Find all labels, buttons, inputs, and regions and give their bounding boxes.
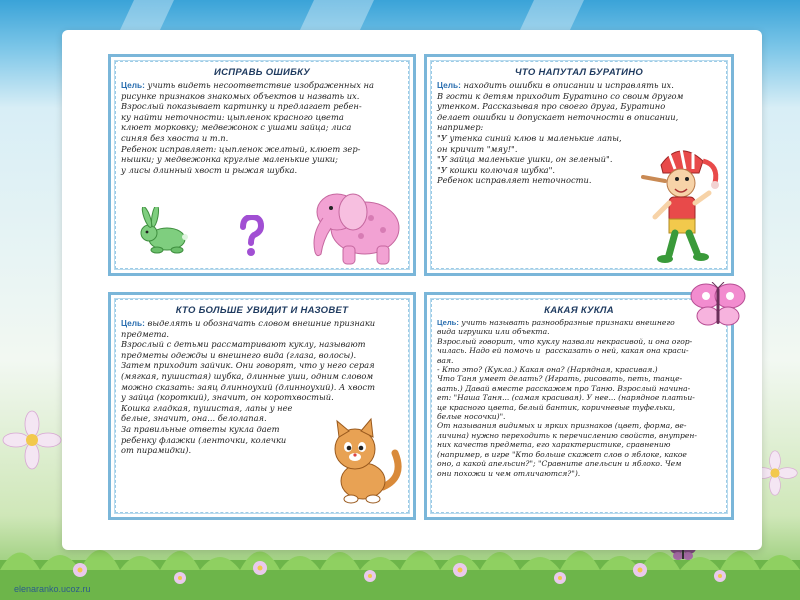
goal-text: учить называть разнообразные признаки внешнего bbox=[458, 318, 675, 327]
text-line: белые носочки)". bbox=[437, 412, 506, 422]
text-line: они похожи и чем отличаются?"). bbox=[437, 468, 581, 478]
text-line: Кошка гладкая, пушистая, лапы у нее bbox=[121, 402, 293, 413]
goal-text: выделять и обозначать словом внешние признаки bbox=[144, 318, 376, 328]
text-line: ет: "Наша Таня... (самая красивая). У нее... (нарядное платьи- bbox=[437, 393, 695, 403]
text-line: "У кошки колючая шубка". bbox=[437, 164, 556, 175]
text-line: можно сказать: заяц длинноухий (длинноухий). А хвост bbox=[121, 381, 375, 392]
text-line: Ребенок исправляет: цыпленок желтый, клюет зер- bbox=[121, 143, 361, 154]
card-title: КАКАЯ КУКЛА bbox=[544, 305, 614, 316]
text-line: От называния видимых и ярких признаков (цвет, форма, ве- bbox=[437, 421, 687, 431]
flower-icon bbox=[2, 410, 62, 470]
text-line: оно, а какой апельсин?"; "Сравните апельсин и яблоко. Чем bbox=[437, 459, 682, 469]
text-line: утенком. Рассказывая про своего друга, Буратино bbox=[437, 101, 666, 112]
text-line: "У утенка синий клюв и маленькие лапы, bbox=[437, 133, 622, 144]
text-line: делает ошибки и допускает неточности в описании, bbox=[437, 111, 679, 122]
card-title: ИСПРАВЬ ОШИБКУ bbox=[213, 67, 311, 78]
text-line: Взрослый показывает картинку и предлагает ребен- bbox=[121, 101, 362, 112]
goal-label: Цель: bbox=[437, 318, 459, 327]
text-line: предметы одежды и внешнего вида (глаза, волосы). bbox=[121, 349, 357, 360]
content-frame bbox=[62, 30, 762, 550]
rabbit-illustration bbox=[135, 207, 197, 257]
goal-label: Цель: bbox=[437, 80, 461, 90]
card-body bbox=[437, 318, 721, 478]
text-line: чилась. Надо ей помочь и рассказать о ней, какая она краси- bbox=[437, 346, 689, 356]
text-line: вая. bbox=[437, 355, 454, 365]
card-title: ЧТО НАПУТАЛ БУРАТИНО bbox=[514, 67, 644, 78]
text-line: от пирамидки). bbox=[121, 445, 192, 456]
kitten-illustration bbox=[321, 417, 405, 507]
text-line: Ребенок исправляет неточности. bbox=[437, 175, 592, 186]
text-line: вать.) Давай вместе расскажем про Таню. Взрослый начина- bbox=[437, 383, 691, 393]
elephant-illustration bbox=[301, 182, 407, 270]
text-line: Что Таня умеет делать? (Играть, рисовать, петь, танце- bbox=[437, 374, 683, 384]
card-body bbox=[121, 80, 403, 175]
text-line: За правильные ответы кукла дает bbox=[121, 424, 280, 435]
text-line: (например, в игре "Кто больше скажет слов о яблоке, какое bbox=[437, 449, 687, 459]
text-line: "У зайца маленькие ушки, он зеленый". bbox=[437, 154, 613, 165]
text-line: например: bbox=[437, 122, 484, 133]
text-line: белые, значит, она... белолапая. bbox=[121, 413, 267, 424]
text-line: у зайца (короткий), значит, он коротхвостый. bbox=[121, 392, 334, 403]
card-what-doll bbox=[424, 292, 734, 520]
goal-text: учить видеть несоответствие изображенных на bbox=[144, 80, 374, 90]
card-fix-mistake bbox=[108, 54, 416, 276]
text-line: рисунке признаков знакомых объектов и назвать их. bbox=[121, 90, 360, 101]
text-line: личина) нужно переходить к перечислению свойств, внутрен- bbox=[437, 430, 697, 440]
card-who-sees-more bbox=[108, 292, 416, 520]
question-mark-icon bbox=[239, 215, 265, 259]
text-line: ребенку флажки (ленточки, колечки bbox=[121, 434, 287, 445]
card-title: КТО БОЛЬШЕ УВИДИТ И НАЗОВЕТ bbox=[175, 305, 349, 316]
text-line: предмета. bbox=[121, 328, 170, 339]
text-line: В гости к детям приходит Буратино со своим другом bbox=[437, 90, 684, 101]
goal-text: находить ошибки в описании и исправлять их. bbox=[460, 80, 674, 90]
text-line: - Кто это? (Кукла.) Какая она? (Нарядная, красивая.) bbox=[437, 365, 658, 375]
text-line: клюет морковку; медвежонок с ушами зайца; лиса bbox=[121, 122, 352, 133]
text-line: у лисы длинный хвост и рыжая шубка. bbox=[121, 164, 298, 175]
watermark: elenaranko.ucoz.ru bbox=[14, 584, 91, 594]
text-line: Взрослый с детьми рассматривают куклу, называют bbox=[121, 339, 366, 350]
goal-label: Цель: bbox=[121, 80, 145, 90]
butterfly-icon bbox=[690, 282, 746, 330]
text-line: Затем приходит зайчик. Они говорят, что у него серая bbox=[121, 360, 375, 371]
text-line: вида игрушки или объекта. bbox=[437, 327, 550, 337]
text-line: нышки; у медвежонка круглые маленькие ушки; bbox=[121, 154, 338, 165]
goal-label: Цель: bbox=[121, 318, 145, 328]
text-line: них качеств предмета, его характеристике, сравнению bbox=[437, 440, 671, 450]
text-line: (мягкая, пушистая) шубка, длинные уши, одним словом bbox=[121, 371, 374, 382]
text-line: це красного цвета, белый бантик, коричневые туфельки, bbox=[437, 402, 676, 412]
text-line: синяя без хвоста и т.п. bbox=[121, 133, 229, 144]
text-line: ку найти неточности: цыпленок красного цвета bbox=[121, 111, 344, 122]
text-line: он кричит "мяу!". bbox=[437, 143, 518, 154]
card-buratino bbox=[424, 54, 734, 276]
buratino-illustration bbox=[639, 143, 725, 269]
text-line: Взрослый говорит, что куклу назвали некрасивой, и она огор- bbox=[437, 336, 693, 346]
